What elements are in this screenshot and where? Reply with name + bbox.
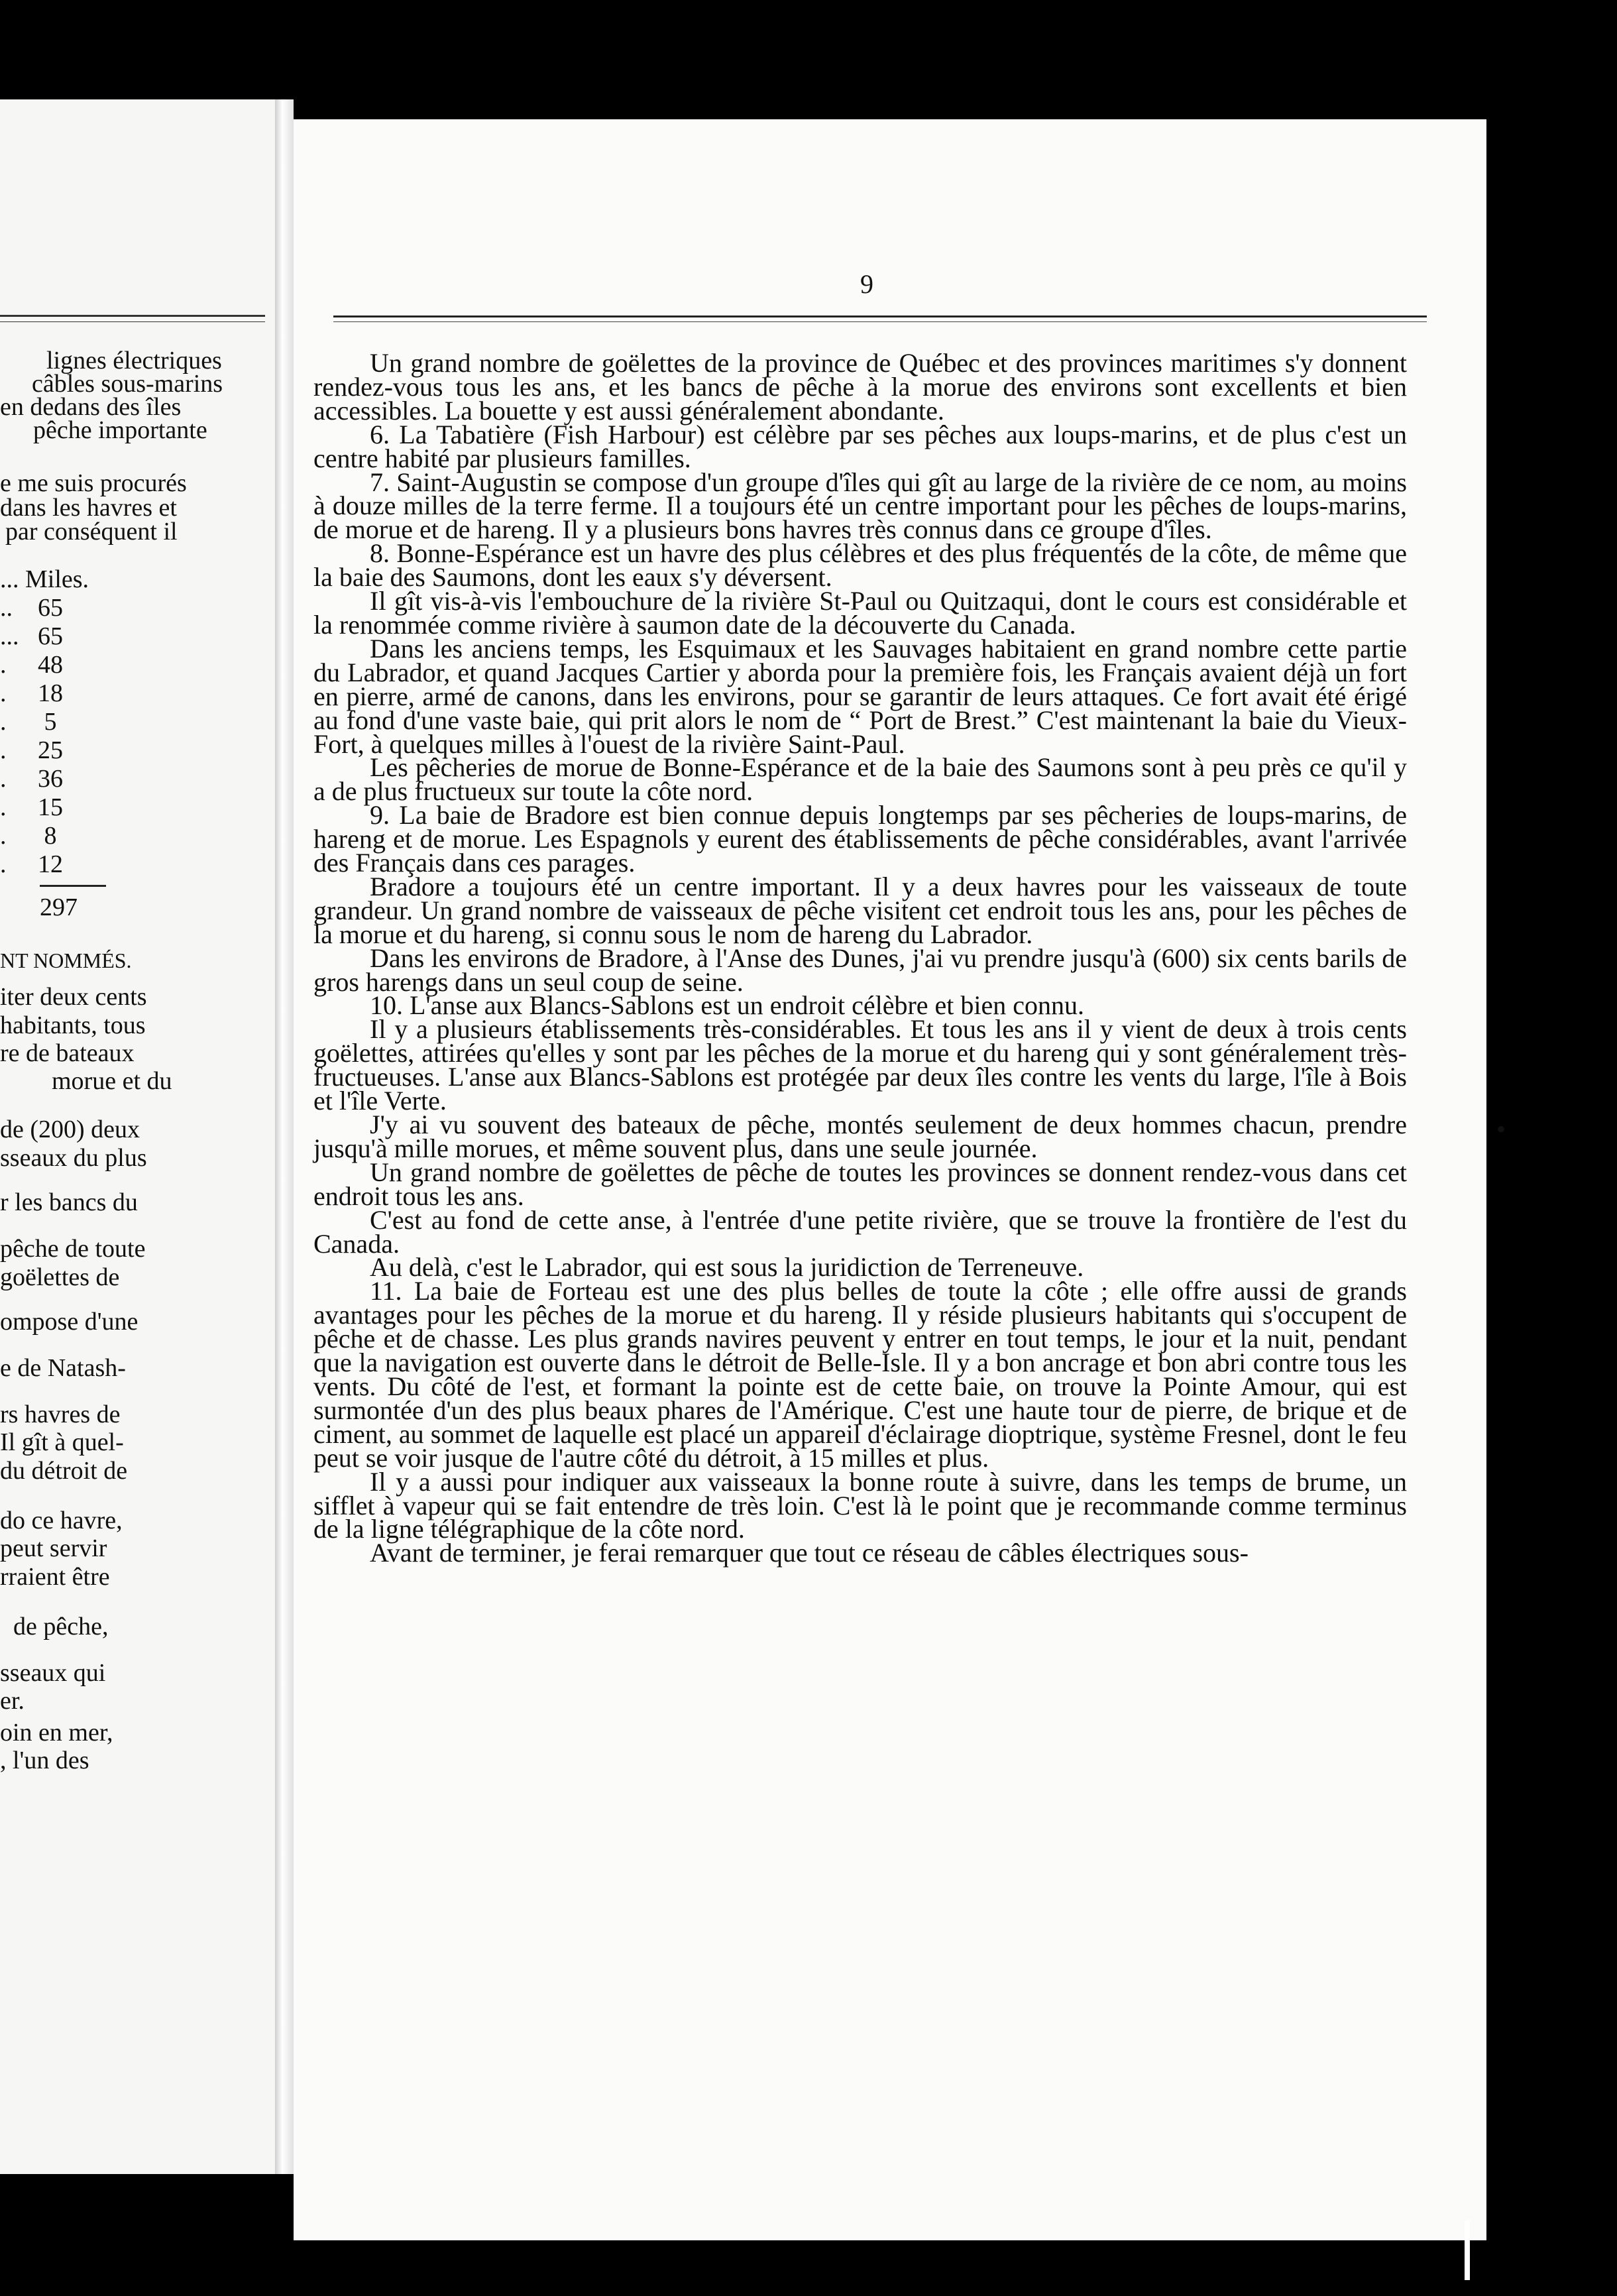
left-line: sseaux qui bbox=[0, 1659, 106, 1687]
paragraph: Un grand nombre de goëlettes de la province de Québec et des provinces maritimes s'y donnent rendez-vous tous les ans, et les bancs de pêche à la morue des environs sont excellents et bien accessibles. La bouette y est aussi généralement abondante. bbox=[313, 348, 1407, 426]
left-line: . 36 bbox=[0, 765, 63, 793]
left-line: ompose d'une bbox=[0, 1308, 139, 1336]
left-line: . 8 bbox=[0, 822, 57, 850]
left-line: dans les havres et bbox=[0, 494, 177, 522]
sum-rule bbox=[40, 885, 106, 887]
left-line: rs havres de bbox=[0, 1401, 121, 1428]
paragraph: Au delà, c'est le Labrador, qui est sous la juridiction de Terreneuve. bbox=[370, 1252, 1084, 1283]
left-line: . 5 bbox=[0, 708, 57, 736]
right-page bbox=[294, 119, 1506, 2240]
paragraph: 10. L'anse aux Blancs-Sablons est un endroit célèbre et bien connu. bbox=[370, 990, 1085, 1021]
book-spine bbox=[275, 99, 294, 2174]
left-line: pêche de toute bbox=[0, 1235, 146, 1263]
left-line: habitants, tous bbox=[0, 1011, 146, 1039]
paragraph: C'est au fond de cette anse, à l'entrée d'une petite rivière, que se trouve la frontière de l'est du Canada. bbox=[313, 1204, 1407, 1259]
left-line: e de Natash- bbox=[0, 1354, 126, 1382]
left-line: par conséquent il bbox=[5, 518, 178, 545]
left-line: do ce havre, bbox=[0, 1507, 123, 1534]
page-body bbox=[313, 348, 1407, 1568]
paragraph: Avant de terminer, je ferai remarquer que tout ce réseau de câbles électriques sous- bbox=[370, 1538, 1249, 1568]
page-number: 9 bbox=[860, 269, 873, 299]
left-line: . 12 bbox=[0, 850, 63, 878]
paragraph: Bradore a toujours été un centre important. Il y a deux havres pour les vaisseaux de toute grandeur. Un grand nombre de vaisseaux de pêche visitent cet endroit tous les ans, pour les pêches de la morue et du hareng, si connu sous le nom de hareng du Labrador. bbox=[313, 871, 1407, 949]
left-page-fragment bbox=[0, 99, 275, 2174]
left-line: iter deux cents bbox=[0, 983, 147, 1011]
paragraph: 8. Bonne-Espérance est un havre des plus célèbres et des plus fréquentés de la côte, de même que la baie des Saumons, dont les eaux s'y déversent. bbox=[313, 538, 1407, 593]
scan-edge-mark bbox=[1465, 2220, 1470, 2280]
ink-dot: • bbox=[1496, 1114, 1506, 1144]
left-line: rraient être bbox=[0, 1563, 110, 1591]
left-line: , l'un des bbox=[0, 1747, 89, 1774]
paragraph: 11. La baie de Forteau est une des plus belles de toute la côte ; elle offre aussi de grands avantages pour les pêches de la morue et du hareng. Il y réside plusieurs habitants qui s'occupent de pêche et de chasse. Les plus grands navires peuvent y entrer en tout temps, le jour et la nuit, pendant que la navigation est ouverte dans le détroit de Belle-Isle. Il y a bon ancrage et bon abri contre tous les vents. Du côté de l'est, et formant la pointe est de cette baie, on trouve la Pointe Amour, qui est surmontée d'un des plus beaux phares de l'Amérique. C'est une haute tour de pierre, de brique et de ciment, au sommet de laquelle est placé un appareil d'éclairage dioptrique, système Fresnel, dont le feu peut se voir jusque de l'autre côté du détroit, à 15 milles et plus. bbox=[313, 1276, 1407, 1473]
paragraph: Il y a aussi pour indiquer aux vaisseaux la bonne route à suivre, dans les temps de brume, un sifflet à vapeur qui se fait entendre de très loin. C'est là le point que je recommande comme terminus de la ligne télégraphique de la côte nord. bbox=[313, 1466, 1407, 1544]
left-line: e me suis procurés bbox=[0, 469, 187, 497]
left-line: lignes électriques bbox=[46, 347, 222, 374]
left-page-rule-thin bbox=[0, 321, 265, 322]
left-line: .. 65 bbox=[0, 594, 63, 622]
paragraph: Il gît vis-à-vis l'embouchure de la rivière St-Paul ou Quitzaqui, dont le cours est considérable et la renommée comme rivière à saumon date de la découverte du Canada. bbox=[313, 586, 1407, 640]
left-line: du détroit de bbox=[0, 1457, 128, 1485]
left-line: goëlettes de bbox=[0, 1263, 120, 1291]
left-line: de pêche, bbox=[13, 1613, 109, 1640]
paragraph: J'y ai vu souvent des bateaux de pêche, montés seulement de deux hommes chacun, prendre jusqu'à mille morues, et même souvent plus, dans une seule journée. bbox=[313, 1110, 1407, 1163]
left-line: r les bancs du bbox=[0, 1188, 138, 1216]
paragraph: Les pêcheries de morue de Bonne-Espérance et de la baie des Saumons sont à peu près ce qu'il y a de plus fructueux sur toute la côte nord. bbox=[313, 752, 1407, 807]
paragraph: Dans les anciens temps, les Esquimaux et les Sauvages habitaient en grand nombre cette partie du Labrador, et quand Jacques Cartier y aborda pour la première fois, les Français avaient déjà un fort en pierre, armé de canons, dans les environs, pour se garantir de leurs attaques. Ce fort avait été érigé au fond d'une vaste baie, qui prit alors le nom de “ Port de Brest.” C'est maintenant la baie du Vieux-Fort, à quelques milles à l'ouest de la rivière Saint-Paul. bbox=[313, 633, 1407, 759]
left-line: de (200) deux bbox=[0, 1116, 140, 1143]
paragraph: Un grand nombre de goëlettes de pêche de toutes les provinces se donnent rendez-vous dans cet endroit tous les ans. bbox=[313, 1157, 1407, 1211]
left-line: sseaux du plus bbox=[0, 1144, 147, 1172]
left-line: 297 bbox=[40, 893, 78, 921]
left-line: morue et du bbox=[52, 1067, 172, 1095]
left-line: NT NOMMÉS. bbox=[0, 948, 132, 972]
left-line: ... 65 bbox=[0, 622, 63, 650]
paragraph: Dans les environs de Bradore, à l'Anse des Dunes, j'ai vu prendre jusqu'à (600) six cents barils de gros harengs dans un seul coup de seine. bbox=[313, 943, 1407, 997]
left-line: peut servir bbox=[0, 1534, 107, 1562]
left-line: . 15 bbox=[0, 793, 63, 821]
left-line: re de bateaux bbox=[0, 1039, 135, 1067]
left-line: oin en mer, bbox=[0, 1719, 113, 1747]
left-line: ... Miles. bbox=[0, 565, 89, 593]
left-page-rule bbox=[0, 315, 265, 317]
paragraph: 6. La Tabatière (Fish Harbour) est célèbre par ses pêches aux loups-marins, et de plus c'est un centre habité par plusieurs familles. bbox=[313, 419, 1407, 473]
left-line: . 48 bbox=[0, 651, 63, 679]
left-line: en dedans des îles bbox=[0, 393, 182, 421]
paragraph: 7. Saint-Augustin se compose d'un groupe d'îles qui gît au large de la rivière de ce nom, au moins à douze milles de la terre ferme. Il a toujours été un centre important pour les pêches de loups-marins, de morue et de hareng. Il y a plusieurs bons havres très connus dans ce groupe d'îles. bbox=[313, 467, 1407, 545]
header-rule bbox=[333, 316, 1427, 317]
paragraph: 9. La baie de Bradore est bien connue depuis longtemps par ses pêcheries de loups-marins, de hareng et de morue. Les Espagnols y eurent des établissements de pêche considérables, avant l'arrivée des Français dans ces parages. bbox=[313, 800, 1407, 878]
left-line: . 18 bbox=[0, 679, 63, 707]
left-line: câbles sous-marins bbox=[32, 370, 223, 398]
left-line: pêche importante bbox=[33, 416, 207, 444]
left-line: . 25 bbox=[0, 736, 63, 764]
left-line: Il gît à quel- bbox=[0, 1428, 124, 1456]
left-line: er. bbox=[0, 1687, 25, 1715]
header-rule-thin bbox=[333, 321, 1427, 322]
paragraph: Il y a plusieurs établissements très-considérables. Et tous les ans il y vient de deux à trois cents goëlettes, attirées qu'elles y sont par les pêches de la morue et du hareng qui y sont généralement très-fructueuses. L'anse aux Blancs-Sablons est protégée par deux îles contre les vents du large, l'île à Bois et l'île Verte. bbox=[313, 1014, 1407, 1116]
